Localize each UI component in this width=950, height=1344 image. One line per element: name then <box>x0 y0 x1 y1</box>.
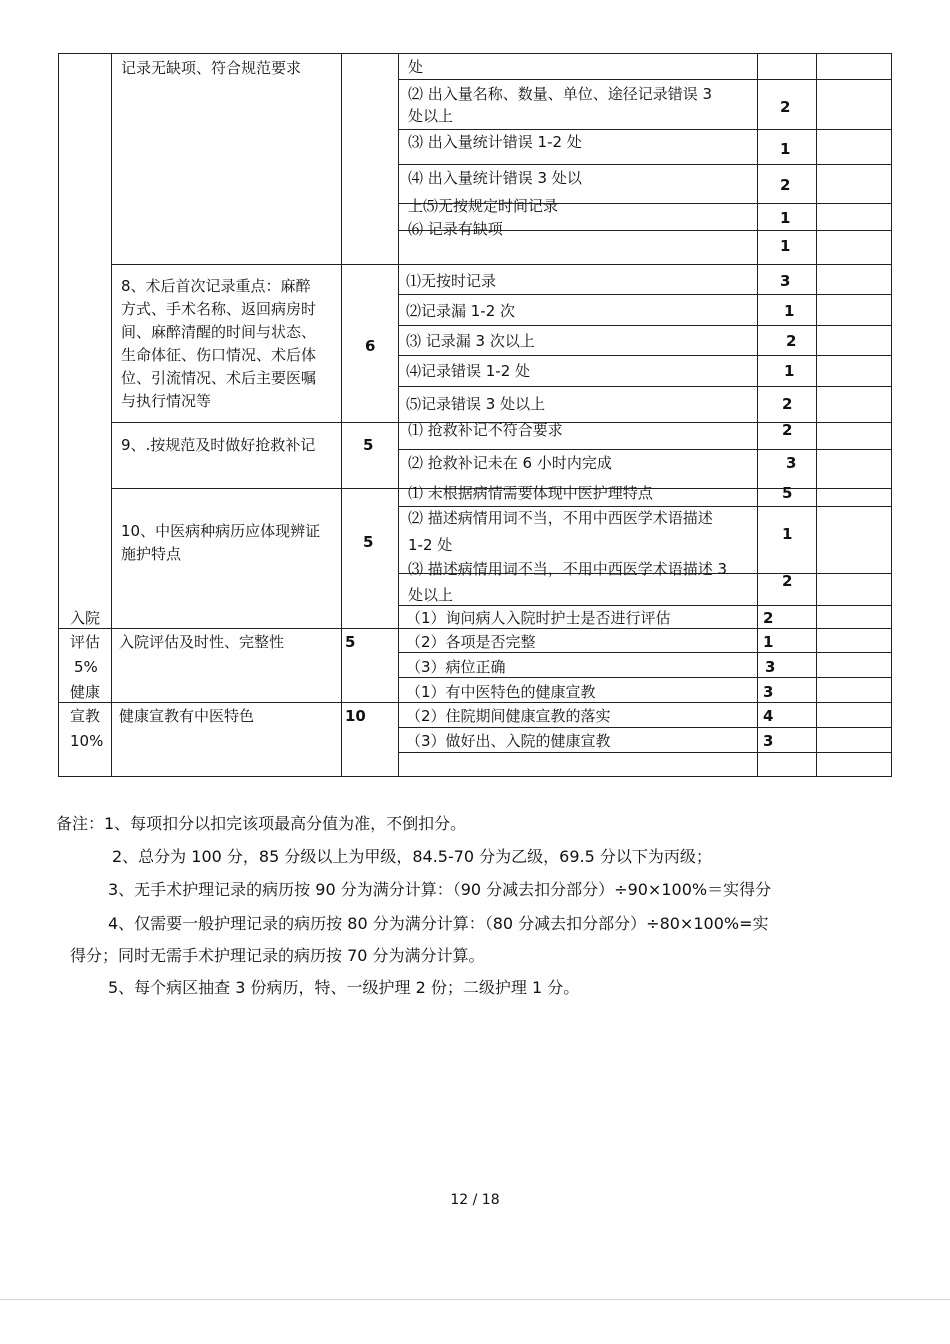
deduction-text: （3）病位正确 <box>406 658 506 676</box>
deduction-points: 2 <box>786 332 797 350</box>
deduction-text: ⑹ 记录有缺项 <box>408 220 503 238</box>
deduction-points: 2 <box>782 395 793 413</box>
item-10-line: 10、中医病种病历应体现辨证 <box>121 522 321 540</box>
remark-5: 5、每个病区抽查 3 份病历，特、一级护理 2 份；二级护理 1 分。 <box>108 978 580 997</box>
deduction-text: ⑶ 出入量统计错误 1-2 处 <box>408 133 582 151</box>
deduction-text: （3）做好出、入院的健康宣教 <box>406 732 611 750</box>
deduction-text: ⑴ 抢救补记不符合要求 <box>408 421 563 439</box>
deduction-points: 3 <box>763 732 774 750</box>
deduction-text: ⑵记录漏 1-2 次 <box>406 302 516 320</box>
category-pinggu-weight: 5% <box>74 658 98 676</box>
deduction-text: ⑵ 出入量名称、数量、单位、途径记录错误 3 <box>408 85 713 103</box>
deduction-points: 2 <box>780 98 791 116</box>
deduction-points: 2 <box>782 572 793 590</box>
category-jiankang: 健康 <box>70 683 101 701</box>
category-pinggu: 评估 <box>70 633 101 651</box>
deduction-points: 1 <box>782 525 793 543</box>
category-xuanjiao: 宣教 <box>70 707 101 725</box>
deduction-points: 1 <box>784 362 795 380</box>
deduction-text: ⑷ 出入量统计错误 3 处以 <box>408 169 582 187</box>
deduction-text: （2）各项是否完整 <box>406 633 536 651</box>
deduction-text: ⑷记录错误 1-2 处 <box>406 362 531 380</box>
item-10-line: 施护特点 <box>121 545 182 563</box>
remark-3: 3、无手术护理记录的病历按 90 分为满分计算：（90 分减去扣分部分）÷90×100%＝实得分 <box>108 880 772 899</box>
item-8-line: 8、术后首次记录重点：麻醉 <box>121 277 311 295</box>
remark-1: 备注：1、每项扣分以扣完该项最高分值为准，不倒扣分。 <box>56 814 467 833</box>
page-bottom-divider <box>0 1299 950 1300</box>
deduction-points: 3 <box>763 683 774 701</box>
ruyuan-item-score: 5 <box>345 633 356 651</box>
item-8-line: 位、引流情况、术后主要医嘱 <box>121 369 317 387</box>
deduction-text: 1-2 处 <box>408 536 453 554</box>
xuanjiao-item-text: 健康宣教有中医特色 <box>119 707 255 725</box>
item-8-line: 方式、手术名称、返回病房时 <box>121 300 317 318</box>
xuanjiao-item-score: 10 <box>345 707 366 725</box>
item-7-text: 记录无缺项、符合规范要求 <box>121 59 302 77</box>
deduction-points: 5 <box>782 484 793 502</box>
deduction-text: ⑸记录错误 3 处以上 <box>406 395 546 413</box>
deduction-points: 1 <box>780 140 791 158</box>
deduction-text: 处以上 <box>408 107 454 125</box>
remark-2: 2、总分为 100 分，85 分级以上为甲级，84.5-70 分为乙级，69.5 分以下为丙级； <box>112 847 712 866</box>
category-ruyuan: 入院 <box>70 609 101 627</box>
ruyuan-item-text: 入院评估及时性、完整性 <box>119 633 285 651</box>
deduction-text: ⑶ 记录漏 3 次以上 <box>406 332 535 350</box>
deduction-points: 1 <box>780 209 791 227</box>
deduction-points: 4 <box>763 707 774 725</box>
deduction-text: ⑶ 描述病情用词不当，不用中西医学术语描述 3 <box>408 560 728 578</box>
deduction-text: （2）住院期间健康宣教的落实 <box>406 707 611 725</box>
deduction-points: 3 <box>780 272 791 290</box>
item-8-line: 间、麻醉清醒的时间与状态、 <box>121 323 317 341</box>
item-8-line: 生命体征、伤口情况、术后体 <box>121 346 317 364</box>
deduction-points: 3 <box>786 454 797 472</box>
deduction-text: ⑴ 未根据病情需要体现中医护理特点 <box>408 484 653 502</box>
remark-4: 4、仅需要一般护理记录的病历按 80 分为满分计算：（80 分减去扣分部分）÷80×100%=实 <box>108 914 769 933</box>
deduction-text: （1）有中医特色的健康宣教 <box>406 683 596 701</box>
deduction-points: 1 <box>763 633 774 651</box>
deduction-points: 3 <box>765 658 776 676</box>
deduction-points: 1 <box>784 302 795 320</box>
category-xuanjiao-weight: 10% <box>70 732 104 750</box>
deduction-text: （1）询问病人入院时护士是否进行评估 <box>406 609 671 627</box>
item-8-line: 与执行情况等 <box>121 392 212 410</box>
deduction-text: ⑵ 描述病情用词不当，不用中西医学术语描述 <box>408 509 713 527</box>
item-10-score: 5 <box>363 533 374 551</box>
deduction-text: ⑵ 抢救补记未在 6 小时内完成 <box>408 454 612 472</box>
remark-4-continued: 得分；同时无需手术护理记录的病历按 70 分为满分计算。 <box>70 946 485 965</box>
item-8-score: 6 <box>365 337 376 355</box>
item-9-text: 9、.按规范及时做好抢救补记 <box>121 436 316 454</box>
deduction-points: 1 <box>780 237 791 255</box>
page-number: 12 / 18 <box>450 1192 500 1208</box>
deduction-text: 处以上 <box>408 586 454 604</box>
deduction-points: 2 <box>763 609 774 627</box>
item-9-score: 5 <box>363 436 374 454</box>
deduction-points: 2 <box>782 421 793 439</box>
deduction-text: ⑴无按时记录 <box>406 272 497 290</box>
deduction-text: 上⑸无按规定时间记录 <box>408 197 559 215</box>
deduction-text: 处 <box>408 58 424 76</box>
deduction-points: 2 <box>780 176 791 194</box>
